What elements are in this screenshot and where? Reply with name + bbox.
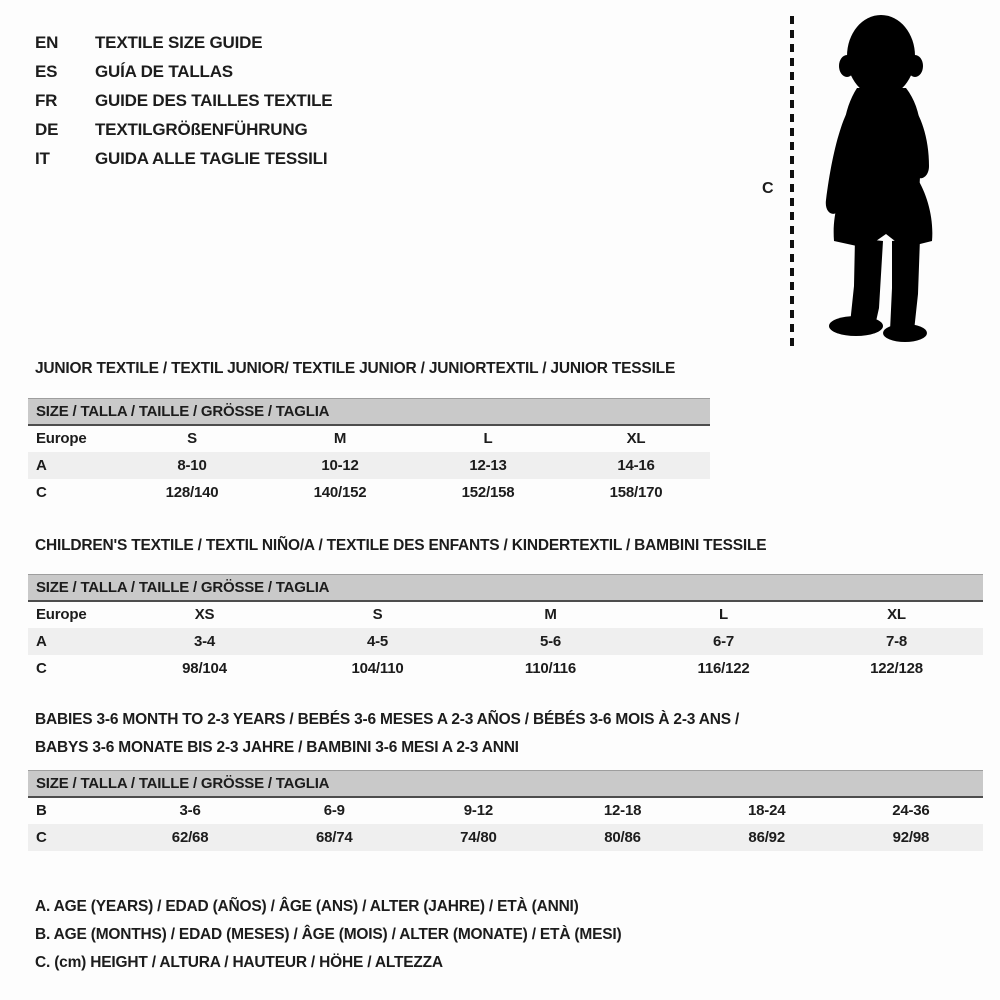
value-cell: 3-4 [118, 628, 291, 655]
table-row [28, 452, 710, 479]
value-cell: 104/110 [351, 659, 404, 677]
babies-section-title [35, 706, 739, 762]
value-cell: 116/122 [697, 659, 750, 677]
table-row [28, 601, 983, 628]
language-title: TEXTILGRÖßENFÜHRUNG [95, 119, 308, 139]
value-cell: 110/116 [524, 659, 577, 677]
row-label-cell: Europe [36, 430, 87, 447]
value-cell: 5-6 [464, 628, 637, 655]
row-label-cell: Europe [36, 606, 87, 623]
value-cell: 98/104 [182, 659, 227, 677]
babies-title-line-2: BABYS 3-6 MONATE BIS 2-3 JAHRE / BAMBINI 3-6 MESI A 2-3 ANNI [35, 739, 519, 756]
note-a: A. AGE (YEARS) / EDAD (AÑOS) / ÂGE (ANS) / ALTER (JAHRE) / ETÀ (ANNI) [35, 898, 579, 915]
list-item [35, 144, 332, 173]
language-code: FR [35, 90, 58, 110]
language-title: GUÍA DE TALLAS [95, 61, 233, 81]
value-cell: 6-9 [323, 802, 345, 819]
children-size-table [28, 574, 983, 682]
value-cell: 86/92 [695, 824, 839, 851]
language-title: GUIDA ALLE TAGLIE TESSILI [95, 148, 328, 168]
value-cell: 92/98 [839, 824, 983, 851]
value-cell: 6-7 [637, 628, 810, 655]
table-row [28, 655, 983, 682]
value-cell: L [719, 606, 728, 623]
table-row [28, 628, 983, 655]
height-marker-label: C [762, 180, 774, 197]
babies-title-line-1: BABIES 3-6 MONTH TO 2-3 YEARS / BEBÉS 3-6 MESES A 2-3 AÑOS / BÉBÉS 3-6 MOIS À 2-3 ANS / [35, 711, 740, 728]
row-label-cell: C [28, 824, 118, 851]
value-cell: 4-5 [291, 628, 464, 655]
language-title-list [35, 28, 332, 173]
size-header-bar [28, 575, 983, 601]
language-code: DE [35, 119, 59, 139]
size-header-label: SIZE / TALLA / TAILLE / GRÖSSE / TAGLIA [28, 399, 710, 425]
value-cell: S [187, 430, 197, 447]
row-label-cell: B [36, 802, 47, 819]
value-cell: 12-13 [414, 452, 562, 479]
value-cell: 12-18 [603, 802, 642, 819]
row-label-cell: A [28, 452, 118, 479]
value-cell: 3-6 [179, 802, 201, 819]
value-cell: 14-16 [562, 452, 710, 479]
value-cell: 140/152 [313, 483, 367, 501]
value-cell: XL [626, 430, 646, 447]
value-cell: M [544, 606, 557, 623]
language-title: TEXTILE SIZE GUIDE [95, 32, 263, 52]
value-cell: XS [194, 606, 215, 623]
value-cell: 80/86 [550, 824, 694, 851]
babies-size-table [28, 770, 983, 851]
language-code: EN [35, 32, 59, 52]
note-c: C. (cm) HEIGHT / ALTURA / HAUTEUR / HÖHE / ALTEZZA [35, 954, 443, 971]
table-row [28, 479, 710, 506]
row-label-cell: C [36, 483, 47, 501]
height-figure [760, 8, 970, 353]
children-section-title: CHILDREN'S TEXTILE / TEXTIL NIÑO/A / TEXTILE DES ENFANTS / KINDERTEXTIL / BAMBINI TESSILE [35, 537, 767, 554]
junior-section-title: JUNIOR TEXTILE / TEXTIL JUNIOR/ TEXTILE JUNIOR / JUNIORTEXTIL / JUNIOR TESSILE [35, 360, 676, 377]
size-header-bar [28, 399, 710, 425]
row-label-cell: C [36, 659, 47, 677]
language-code: IT [35, 148, 50, 168]
size-header-bar [28, 771, 983, 797]
value-cell: 7-8 [810, 628, 983, 655]
value-cell: 74/80 [406, 824, 550, 851]
table-row [28, 425, 710, 452]
value-cell: 158/170 [609, 483, 663, 501]
table-row [28, 797, 983, 824]
toddler-silhouette-icon [808, 8, 960, 343]
size-header-label: SIZE / TALLA / TAILLE / GRÖSSE / TAGLIA [28, 575, 983, 601]
value-cell: 24-36 [892, 802, 930, 819]
value-cell: 122/128 [870, 659, 923, 677]
language-title: GUIDE DES TAILLES TEXTILE [95, 90, 333, 110]
row-label-cell: A [28, 628, 118, 655]
list-item [35, 57, 332, 86]
value-cell: L [483, 430, 493, 447]
value-cell: 10-12 [266, 452, 414, 479]
value-cell: 9-12 [463, 802, 493, 819]
value-cell: 18-24 [748, 802, 786, 819]
value-cell: XL [887, 606, 906, 623]
dashed-height-line [790, 16, 794, 346]
value-cell: 62/68 [118, 824, 262, 851]
list-item [35, 115, 332, 144]
table-row [28, 824, 983, 851]
language-code: ES [35, 61, 58, 81]
footnotes [35, 893, 621, 977]
value-cell: 152/158 [461, 483, 515, 501]
list-item [35, 86, 332, 115]
value-cell: 128/140 [165, 483, 219, 501]
list-item [35, 28, 332, 57]
junior-size-table [28, 398, 710, 506]
value-cell: 8-10 [118, 452, 266, 479]
size-header-label: SIZE / TALLA / TAILLE / GRÖSSE / TAGLIA [28, 771, 983, 797]
note-b: B. AGE (MONTHS) / EDAD (MESES) / ÂGE (MOIS) / ALTER (MONATE) / ETÀ (MESI) [35, 926, 622, 943]
value-cell: M [333, 430, 347, 447]
value-cell: S [372, 606, 383, 623]
value-cell: 68/74 [262, 824, 406, 851]
